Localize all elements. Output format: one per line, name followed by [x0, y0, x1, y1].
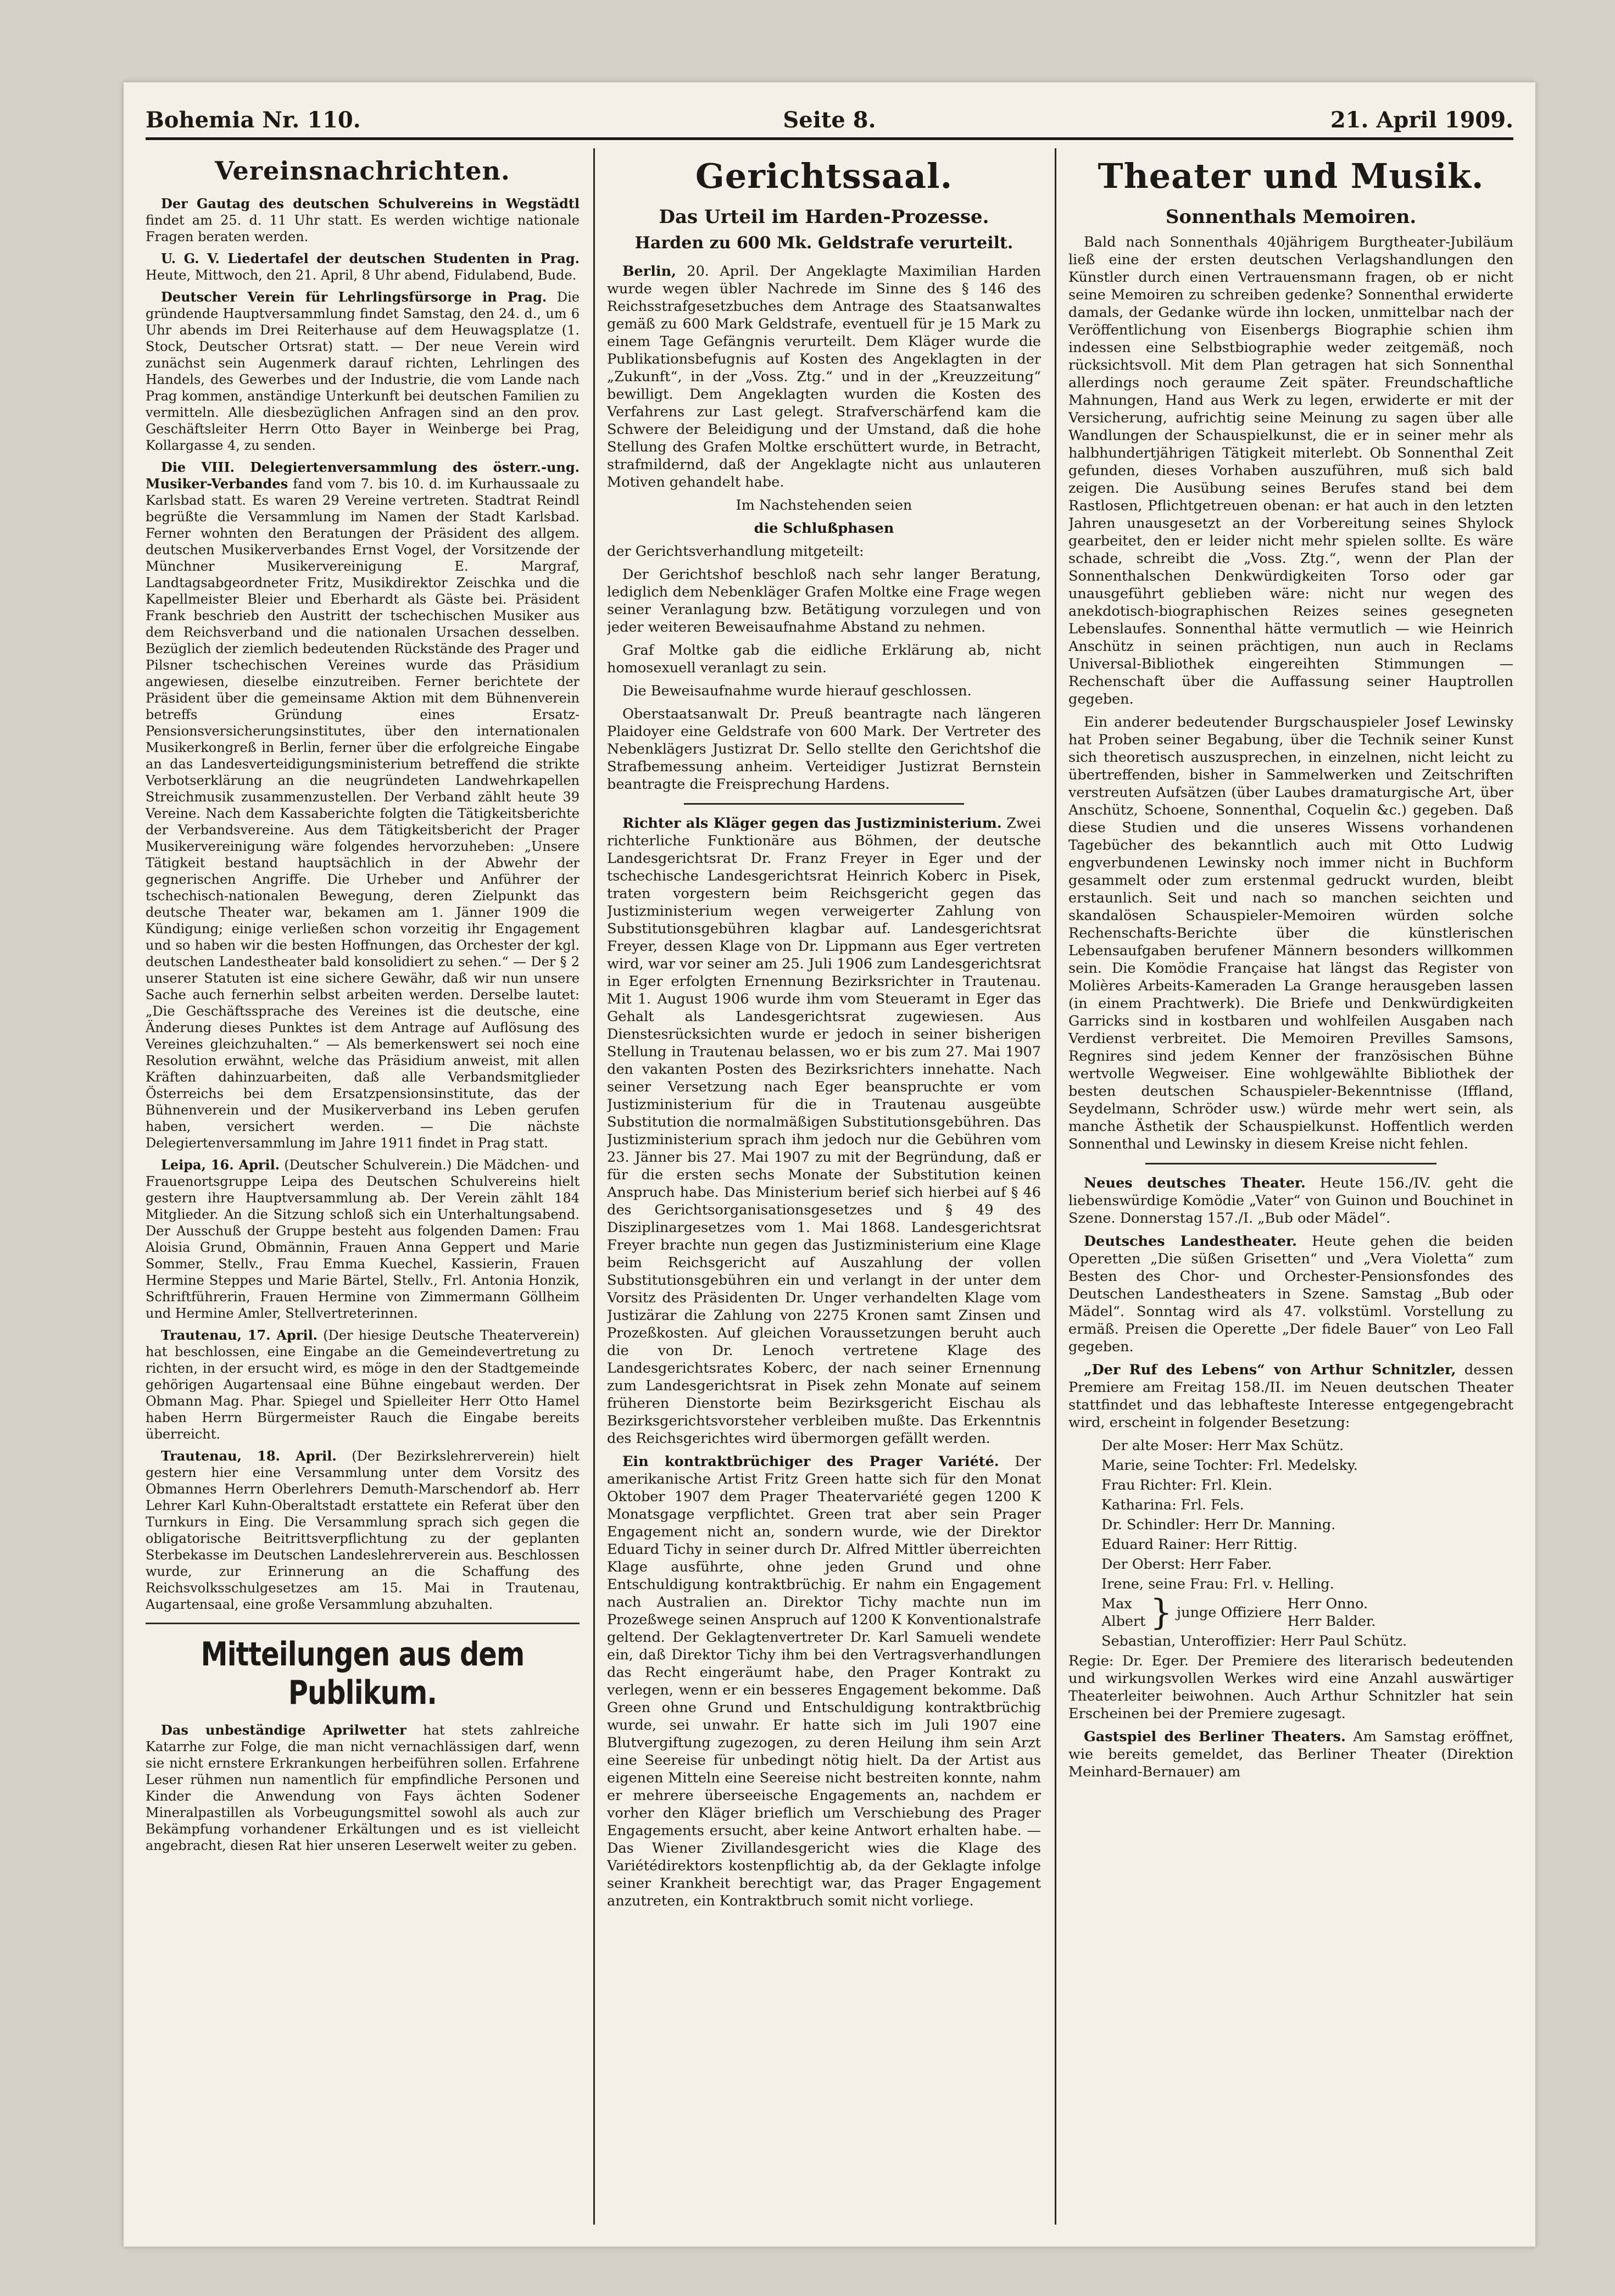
section-title: Theater und Musik. [1098, 156, 1484, 196]
cast-entry: Eduard Rainer: Herr Rittig. [1101, 1536, 1297, 1553]
masthead-date: 21. April 1909. [1330, 107, 1513, 133]
article-lead: Der Gautag des deutschen Schulvereins in Wegstädtl [161, 196, 580, 211]
cast-entry: Der Oberst: Herr Faber. [1101, 1556, 1272, 1573]
article-lead: „Der Ruf des Lebens“ von Arthur Schnitzler, [1084, 1362, 1456, 1378]
article-text: (Der Bezirkslehrerverein) hielt gestern hier eine Versammlung unter dem Vorsitz des Obmannes Herrn Oberlehrers Demuth-Marschendorf ab. Herr Lehrer Karl Kuhn-Oberaltstadt erstattete ein Referat über den Turnkurs in Eing. Die Versammlung sprach sich gegen die obligatorische Beitrittsverpflichtung zu der geplanten Sterbekasse im Deutschen Landeslehrerverein aus. Beschlossen wurde, zur Erinnerung an die Schaffung des Reichsvolksschulgesetzes am 15. Mai in Trautenau, Augartensaal, eine große Versammlung abzuhalten. [146, 1448, 580, 1612]
cast-entry: Irene, seine Frau: Frl. v. Helling. [1101, 1576, 1334, 1592]
article-paragraph: Regie: Dr. Eger. Der Premiere des literarisch bedeutenden und wirkungsvollen Werkes wird eine Anzahl auswärtiger Theaterleiter beiwohnen. Auch Arthur Schnitzler hat sein Erscheinen bei der Premiere zugesagt. [1068, 1653, 1513, 1722]
article-text: dessen Premiere am Freitag 158./II. im Neuen deutschen Theater stattfindet und das lebhafteste Interesse entgegengebracht wird, erscheint in folgender Besetzung: [1068, 1362, 1513, 1431]
article-paragraph [146, 250, 580, 283]
article-paragraph [146, 1157, 580, 1322]
column-vereinsnachrichten [146, 148, 580, 2225]
article-text: Heute, Mittwoch, den 21. April, 8 Uhr abend, Fidulabend, Bude. [146, 268, 577, 283]
article-paragraph [146, 289, 580, 454]
article-lead: Berlin, [622, 263, 677, 280]
article-lead: Deutscher Verein für Lehrlingsfürsorge in Prag. [161, 289, 547, 305]
cast-pair-name: Albert [1101, 1613, 1146, 1630]
publikum-block [146, 1722, 580, 1854]
article-text: Die gründende Hauptversammlung findet Samstag, den 24. d., um 6 Uhr abends im Drei Reiterhause auf dem Heuwagsplatze (1. Stock, Deutscher Ortsrat) statt. — Der neue Verein wird zunächst sein Augenmerk darauf richten, Lehrlingen des Handels, des Gewerbes und der Industrie, die vom Lande nach Prag kommen, anständige Unterkunft bei deutschen Familien zu vermitteln. Alle diesbezüglichen Anfragen sind an den prov. Geschäftsleiter Herrn Otto Bayer in Weinberge bei Prag, Kollargasse 4, zu senden. [146, 289, 580, 453]
article-line: der Gerichtsverhandlung mitgeteilt: [607, 543, 864, 560]
article-paragraph [146, 459, 580, 1151]
article-divider [1145, 1163, 1436, 1164]
section-title: Gerichtssaal. [695, 156, 953, 196]
article-subheadline: Harden zu 600 Mk. Geldstrafe verurteilt. [634, 233, 1013, 253]
article-list [146, 196, 580, 1613]
masthead-issue: Bohemia Nr. 110. [146, 107, 361, 133]
article-text: (Der hiesige Deutsche Theaterverein) hat beschlossen, eine Eingabe an die Gemeindevertretung zu richten, in der ersucht wird, es möge in den der Stadtgemeinde gehörigen Augartensaal eine Bühne eingebaut werden. Der Obmann Mag. Phar. Spiegel und Spielleiter Herr Otto Hamel haben Herrn Bürgermeister Rauch die Eingabe bereits überreicht. [146, 1328, 580, 1442]
article-lead: Die VIII. Delegiertenversammlung des österr.-ung. Musiker-Verbandes [146, 459, 580, 492]
article-text: 20. April. Der Angeklagte Maximilian Harden wurde wegen übler Nachrede im Sinne des § 146 des Reichsstrafgesetzbuches dem Antrage des Staatsanwaltes gemäß zu 600 Mark Geldstrafe, eventuell für je 15 Mark zu einem Tage Gefängnis verurteilt. Dem Kläger wurde die Publikationsbefugnis auf Kosten des Angeklagten in der „Zukunft“, in der „Voss. Ztg.“ und in der „Kreuzzeitung“ bewilligt. Dem Angeklagten wurden die Kosten des Verfahrens zur Last gelegt. Strafverschärfend kam die Schwere der Beleidigung und der Umstand, daß die hohe Stellung des Grafen Moltke erschüttert wurde, in Betracht, strafmildernd, daß der Angeklagte nicht aus unlauteren Motiven gehandelt habe. [607, 263, 1041, 491]
article-text: Zwei richterliche Funktionäre aus Böhmen, der deutsche Landesgerichtsrat Dr. Franz Freyer in Eger und der tschechische Landesgerichtsrat Heinrich Koberc in Pisek, traten vorgestern beim Reichsgericht gegen das Justizministerium wegen verweigerter Zahlung von Substitutionsgebühren klagbar auf. Landesgerichtsrat Freyer, dessen Klage von Dr. Lippmann aus Eger vertreten wird, war vor seiner am 25. Juli 1906 zum Landesgerichtsrat in Eger erfolgten Ernennung Bezirksrichter in Trautenau. Mit 1. August 1906 wurde ihm vom Steueramt in Eger das Gehalt als Landesgerichtsrat zugewiesen. Aus Dienstesrücksichten wurde er jedoch in seiner bisherigen Stellung in Trautenau belassen, wo er bis zum 27. Mai 1907 den vakanten Posten des Bezirksrichters innehatte. Nach seiner Versetzung nach Eger beanspruchte er vom Justizministerium für die in Trautenau ausgeübte Substitution die normalmäßigen Substitutionsgebühren. Das Justizministerium sprach ihm jedoch nur die Gebühren vom 23. Jänner bis 27. Mai 1907 zu mit der Begründung, daß er für die ersten sechs Monate der Substitution keinen Anspruch habe. Das Ministerium berief sich hierbei auf § 46 des Gerichtsorganisationsgesetzes und § 49 des Disziplinargesetzes vom 1. Mai 1868. Landesgerichtsrat Freyer brachte nun gegen das Justizministerium eine Klage beim Reichsgericht auf Auszahlung der vollen Substitutionsgebühren ein und verlangt in der unter dem Vorsitz des Präsidenten Dr. Unger verhandelten Klage vom Justizärar die Zahlung von 2275 Kronen samt Zinsen und Prozeßkosten. Auf gleichen Voraussetzungen beruht auch die von Dr. Lenoch vertretene Klage des Landesgerichtsrates Koberc, der nach seiner Ernennung zum Landesgerichtsrat in Pisek zehn Monate auf seinem früheren Dienstorte beim Bezirksgericht Eischau als Bezirksgerichtsvorsteher verbleiben mußte. Das Erkenntnis des Reichsgerichtes wird übermorgen gefällt werden. [607, 815, 1041, 1447]
article-lead: Richter als Kläger gegen das Justizministerium. [622, 815, 1002, 832]
section-title: Vereinsnachrichten. [215, 156, 510, 186]
brace-glyph: } [1150, 1592, 1173, 1633]
cast-entry-pair [1101, 1592, 1513, 1633]
article-paragraph: Bald nach Sonnenthals 40jährigem Burgtheater-Jubiläum ließ eine der ersten deutschen Verlagshandlungen den Künstler durch einen Vertrauensmann fragen, ob er nicht seine Memoiren zu schreiben gedenke? Sonnenthal erwiderte damals, der Gedanke würde ihn locken, unmittelbar nach der Veröffentlichung von Eisenbergs Biographie schien ihm indessen eine Selbstbiographie weder zeitgemäß, noch rücksichtsvoll. Mit dem Plan getragen hat sich Sonnenthal allerdings noch geraume Zeit später. Freundschaftliche Mahnungen, Hand aus Werk zu legen, erwiderte er mit der Versicherung, aufrichtig seine Meinung zu sagen über alle Wandlungen der Schauspielkunst, die er in seiner mehr als halbhundertjährigen Tätigkeit miterlebt. Ob Sonnenthal Zeit gefunden, dieses Vorhaben auszuführen, muß sich bald zeigen. Die Ausübung seines Berufes stand bei dem Rastlosen, Pflichtgetreuen obenan: er hat auch in den letzten Jahren unausgesetzt an der Vorbereitung seines Shylock gearbeitet, den er leider nicht mehr spielen sollte. Es wäre schade, schreibt die „Voss. Ztg.“, wenn der Plan der Sonnenthalschen Denkwürdigkeiten Torso oder gar unausgeführt geblieben wäre: nicht nur wegen des anekdotisch-biographischen Reizes seines gesegneten Lebenslaufes. Sonnenthal hätte vermutlich — wie Heinrich Anschütz in seinen prächtigen, nun auch in Reclams Universal-Bibliothek eingereihten Stimmungen — Rechenschaft über die Auffassung seiner Hauptrollen gegeben. [1068, 234, 1513, 707]
article-paragraph [1068, 1728, 1513, 1781]
column-gerichtssaal [607, 148, 1041, 2225]
column-theater-und-musik [1068, 148, 1513, 2225]
cast-entry: Frau Richter: Frl. Klein. [1101, 1477, 1273, 1493]
cast-list [1068, 1437, 1513, 1650]
cast-pair-name: Max [1101, 1596, 1132, 1612]
article-lead: Ein kontraktbrüchiger des Prager Variété. [622, 1453, 999, 1470]
section-divider [146, 1623, 580, 1624]
article-paragraph: Graf Moltke gab die eidliche Erklärung ab, nicht homosexuell veranlagt zu sein. [607, 642, 1041, 676]
article-lead: Deutsches Landestheater. [1084, 1233, 1297, 1250]
article-lead: Neues deutsches Theater. [1084, 1175, 1306, 1191]
article-line: Im Nachstehenden seien [736, 497, 912, 514]
cast-entry: Sebastian, Unteroffizier: Herr Paul Schütz. [1101, 1633, 1407, 1649]
article-paragraph [1068, 1233, 1513, 1356]
article-lead: Trautenau, 18. April. [161, 1448, 337, 1464]
article-lead: Gastspiel des Berliner Theaters. [1084, 1729, 1346, 1745]
article-text: Heute 156./IV. geht die liebenswürdige Komödie „Vater“ von Guinon und Bouchinet in Szene. Donnerstag 157./I. „Bub oder Mädel“. [1068, 1175, 1513, 1227]
article-paragraph: Der Gerichtshof beschloß nach sehr langer Beratung, lediglich dem Nebenkläger Grafen Moltke eine Frage wegen seiner Veranlagung bzw. Betätigung vorzulegen und von jeder weiteren Beweisaufnahme Abstand zu nehmen. [607, 566, 1041, 636]
article-text: Am Samstag eröffnet, wie bereits gemeldet, das Berliner Theater (Direktion Meinhard-Bernauer) am [1068, 1729, 1513, 1780]
article-text: findet am 25. d. 11 Uhr statt. Es werden wichtige nationale Fragen beraten werden. [146, 213, 580, 244]
cast-pair-actor: Herr Balder. [1287, 1613, 1376, 1630]
article-paragraph [146, 196, 580, 245]
article-line: die Schlußphasen [754, 520, 894, 537]
masthead [146, 104, 1513, 140]
article-paragraph: Oberstaatsanwalt Dr. Preuß beantragte nach längeren Plaidoyer eine Geldstrafe von 600 Mark. Der Vertreter des Nebenklägers Justizrat Dr. Sello stellte den Gerichtshof die Strafbemessung anheim. Verteidiger Justizrat Bernstein beantragte die Freisprechung Hardens. [607, 706, 1041, 793]
article-text: Der amerikanische Artist Fritz Green hatte sich für den Monat Oktober 1907 dem Prager Theatervariété gegen 1200 K Monatsgage verpflichtet. Green trat aber sein Prager Engagement nicht an, sondern wurde, wie der Direktor Eduard Tichy in seiner durch Dr. Alfred Mittler überreichten Klage ausführte, ohne jeden Grund und ohne Entschuldigung kontraktbrüchig. Er nahm ein Engagement nach Australien an. Direktor Tichy machte nun im Prozeßwege seinen Anspruch auf 1200 K Konventionalstrafe geltend. Der Geklagtenvertreter Dr. Karl Samueli wendete ein, daß Direktor Tichy ihm bei den Vertragsverhandlungen das Recht eingeräumt habe, den Prager Kontrakt zu verlegen, wenn er ein besseres Engagement bekomme. Daß Green ohne Grund und Entschuldigung kontraktbrüchig wurde, sei unwahr. Er hatte sich im Juli 1907 eine Blutvergiftung zugezogen, zu deren Heilung ihm sein Arzt eine Seereise für unbedingt nötig hielt. Da der Artist aus eigenen Mitteln eine Seereise nicht bestreiten konnte, nahm er mehrere überseeische Engagements an, nachdem er vorher den Kläger brieflich um Verschiebung des Prager Engagements ersucht, aber keine Antwort erhalten habe. — Das Wiener Zivillandesgericht wies die Klage des Variétédirektors kostenpflichtig ab, da der Geklagte infolge seiner Krankheit berechtigt war, das Prager Engagement anzutreten, ein Kontraktbruch somit nicht vorliege. [607, 1453, 1041, 1909]
column-rule [1055, 148, 1056, 2225]
article-paragraph: Ein anderer bedeutender Burgschauspieler Josef Lewinsky hat Proben seiner Begabung, über die Technik seiner Kunst sich theoretisch auszusprechen, in einzelnen, nicht leicht zu übertreffenden, bisher in Sammelwerken und Zeitschriften verstreuten Aufsätzen (über Laubes dramaturgische Art, über Anschütz, Schoene, Sonnenthal, Coquelin &c.) gegeben. Daß diese Studien und die unseres Wissens vorhandenen Tagebücher des bekanntlich auch mit Otto Ludwig engverbundenen Lewinsky noch immer nicht in Buchform gesammelt oder zum erstenmal gedruckt wurden, bleibt erstaunlich. Seit und nach so manchen seichten und skandalösen Schauspieler-Memoiren würden solche Rechenschafts-Berichte über die künstlerischen Lebensaufgaben berufener Männern besonders willkommen sein. Die Komödie Française hat längst das Register von Molières Arbeits-Kameraden La Grange herausgeben lassen (in einem Prachtwerk). Die Briefe und Denkwürdigkeiten Garricks sind in kostbaren und wohlfeilen Ausgaben nach Verdienst verbreitet. Die Memoiren Previlles Samsons, Regnires sind jedem Kenner der französischen Bühne wertvolle Wegweiser. Eine wohlgewählte Bibliothek der besten deutschen Schauspieler-Bekenntnisse (Iffland, Seydelmann, Schröder usw.) würde mehr wert sein, als manche Ästhetik der Schauspielkunst. Hoffentlich werden Sonnenthal und Lewinsky in diesem Kreise nicht fehlen. [1068, 714, 1513, 1152]
article-paragraph [146, 1722, 580, 1854]
article-paragraph [607, 1453, 1041, 1910]
masthead-page-number: Seite 8. [783, 107, 876, 133]
cast-entry: Katharina: Frl. Fels. [1101, 1497, 1244, 1513]
article-paragraph [1068, 1361, 1513, 1431]
article-paragraph [146, 1327, 580, 1442]
article-paragraph [1068, 1174, 1513, 1227]
cast-pair-actors [1288, 1595, 1376, 1630]
article-paragraph [607, 815, 1041, 1447]
cast-pair-actor: Herr Onno. [1287, 1596, 1368, 1612]
article-headline: Sonnenthals Memoiren. [1165, 206, 1417, 228]
column-rule [593, 148, 595, 2225]
publikum-title: Mitteilungen aus dem Publikum. [201, 1635, 525, 1712]
cast-entry: Dr. Schindler: Herr Dr. Manning. [1101, 1517, 1336, 1533]
cast-entry: Marie, seine Tochter: Frl. Medelsky. [1101, 1457, 1358, 1474]
cast-pair-names [1101, 1595, 1145, 1630]
article-text: fand vom 7. bis 10. d. im Kurhaussaale zu Karlsbad statt. Es waren 29 Vereine vertreten. Stadtrat Reindl begrüßte die Versammlung im Namen der Stadt Karlsbad. Ferner wohnten den Beratungen der Präsident des allgem. deutschen Musikerverbandes Ernst Vogel, der Vorsitzende der Münchner Musikervereinigung E. Margraf, Landtagsabgeordneter Fritz, Musikdirektor Zeischka und die Kapellmeister Bleier und Eberhardt als Gäste bei. Präsident Frank beschrieb den Austritt der tschechischen Musiker aus dem Reichsverband und die nationalen Ursachen desselben. Bezüglich der ziemlich bedeutenden Rückstände des Prager und Pilsner tschechischen Vereines wurde das Präsidium angewiesen, dieselbe einzutreiben. Ferner berichtete der Präsident über die gemeinsame Aktion mit dem Bühnenverein betreffs Gründung eines Ersatz-Pensionsversicherungsinstitutes, über den internationalen Musikerkongreß in Berlin, ferner über die erfolgreiche Eingabe an das Landesverteidigungsministerium betreffend die strikte Verbotserklärung an die neugründeten Landwehrkapellen Streichmusik zusammenzustellen. Der Verband zählt heute 39 Vereine. Nach dem Kassaberichte folgten die Tätigkeitsberichte der Verbandsvereine. Aus dem Tätigkeitsbericht der Prager Musikervereinigung wäre folgendes hervorzuheben: „Unsere Tätigkeit bestand hauptsächlich in der Abwehr der gegnerischen Angriffe. Die Urheber und Anführer der tschechisch-nationalen Bewegung, deren Zielpunkt das deutsche Theater war, bekamen am 1. Jänner 1909 die Kündigung; einige verließen schon vorzeitig ihr Engagement und so haben wir die besten Hoffnungen, das Orchester der kgl. deutschen Landestheater bald konsolidiert zu sehen.“ — Der § 2 unserer Statuten ist eine sichere Gewähr, daß wir nun unsere Sache auch fernerhin selbst arbeiten werden. Derselbe lautet: „Die Geschäftssprache des Vereines ist die deutsche, eine Änderung dieses Punktes ist dem Antrage auf Auflösung des Vereines gleichzuhalten.“ — Als bemerkenswert sei noch eine Resolution erwähnt, welche das Präsidium anweist, mit allen Kräften dahinzuarbeiten, daß alle Verbandsmitglieder Österreichs bei dem Ersatzpensionsinstitute, das der Bühnenverein und der Musikerverband ins Leben gerufen haben, versichert werden. — Die nächste Delegiertenversammlung im Jahre 1911 findet in Prag statt. [146, 476, 580, 1151]
article-divider [684, 803, 964, 805]
article-paragraph: Die Beweisaufnahme wurde hierauf geschlossen. [622, 683, 972, 699]
article-lead: Trautenau, 17. April. [161, 1327, 318, 1343]
article-lead: Leipa, 16. April. [161, 1157, 280, 1173]
article-paragraph [607, 263, 1041, 491]
article-headline: Das Urteil im Harden-Prozesse. [659, 206, 989, 228]
article-lead: Das unbeständige Aprilwetter [161, 1722, 406, 1738]
newspaper-page [124, 82, 1535, 2247]
article-text: hat stets zahlreiche Katarrhe zur Folge, die man nicht vernachlässigen darf, wenn sie nicht ernstere Erkrankungen herbeiführen sollen. Erfahrene Leser rühmen nun namentlich für empfindliche Personen und Kinder die Anwendung von Fays ächten Sodener Mineralpastillen als Vorbeugungsmittel sowohl als auch zur Bekämpfung vorhandener Erkältungen und es ist vielleicht angebracht, diesen Rat hier unseren Leserwelt weiter zu geben. [146, 1723, 580, 1853]
cast-pair-role: junge Offiziere [1177, 1604, 1282, 1621]
article-text: Heute gehen die beiden Operetten „Die süßen Grisetten“ und „Vera Violetta“ zum Besten des Chor- und Orchester-Pensionsfondes des Deutschen Landestheaters in Szene. Samstag „Bub oder Mädel“. Sonntag wird als 47. volkstüml. Vorstellung zu ermäß. Preisen die Operette „Der fidele Bauer“ von Leo Fall gegeben. [1068, 1233, 1513, 1355]
article-text: (Deutscher Schulverein.) Die Mädchen- und Frauenortsgruppe Leipa des Deutschen Schulvereins hielt gestern ihre Hauptversammlung ab. Der Verein zählt 184 Mitglieder. An die Sitzung schloß sich ein Unterhaltungsabend. Der Ausschuß der Gruppe besteht aus folgenden Damen: Frau Aloisia Grund, Obmännin, Frauen Anna Geppert und Marie Sommer, Stellv., Frau Emma Kuechel, Kassierin, Frauen Hermine Steppes und Marie Bärtel, Stellv., Frl. Antonia Honzik, Schriftführerin, Frauen Hermine von Zimmermann Göllheim und Hermine Amler, Stellvertreterinnen. [146, 1157, 580, 1321]
article-paragraph [146, 1448, 580, 1613]
article-lead: U. G. V. Liedertafel der deutschen Studenten in Prag. [161, 250, 580, 266]
cast-entry: Der alte Moser: Herr Max Schütz. [1101, 1437, 1344, 1454]
